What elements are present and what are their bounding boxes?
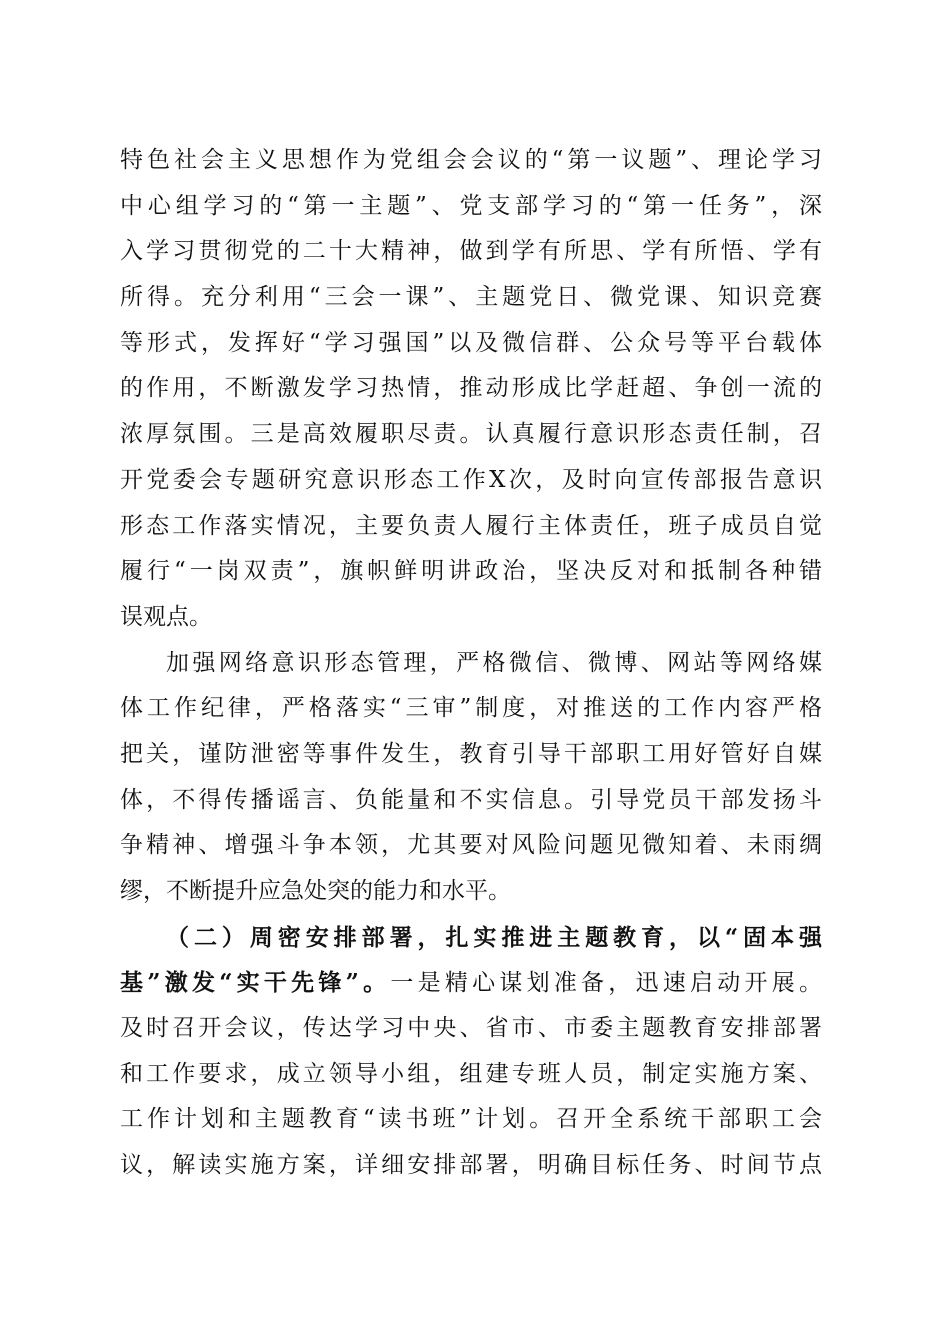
text-line: 把关，谨防泄密等事件发生，教育引导干部职工用好管好自媒 — [120, 740, 822, 767]
text-line: 体工作纪律，严格落实“三审”制度，对推送的工作内容严格 — [120, 695, 822, 722]
text-line: 议，解读实施方案，详细安排部署，明确目标任务、时间节点 — [120, 1152, 822, 1179]
text-line: 开党委会专题研究意识形态工作X次，及时向宣传部报告意识 — [120, 466, 822, 493]
text-line: 等形式，发挥好“学习强国”以及微信群、公众号等平台载体 — [120, 329, 822, 356]
text-line: 体，不得传播谣言、负能量和不实信息。引导党员干部发扬斗 — [120, 786, 822, 813]
text-line: 缪，不断提升应急处突的能力和水平。 — [120, 878, 511, 904]
text-line: 中心组学习的“第一主题”、党支部学习的“第一任务”，深 — [120, 192, 822, 219]
paragraph-theme-education — [120, 915, 822, 1189]
text-line: 和工作要求，成立领导小组，组建专班人员，制定实施方案、 — [120, 1060, 822, 1087]
text-line: 及时召开会议，传达学习中央、省市、市委主题教育安排部署 — [120, 1015, 822, 1042]
paragraph-ideology-study — [120, 138, 822, 641]
text-line: 浓厚氛围。三是高效履职尽责。认真履行意识形态责任制，召 — [120, 421, 822, 448]
paragraph-network-management — [120, 641, 822, 915]
text-line: 所得。充分利用“三会一课”、主题党日、微党课、知识竞赛 — [120, 284, 822, 311]
text-line: 加强网络意识形态管理，严格微信、微博、网站等网络媒 — [166, 649, 822, 676]
section-heading-line: （二）周密安排部署，扎实推进主题教育，以“固本强 — [166, 923, 822, 951]
text-line — [120, 960, 822, 1006]
section-heading-tail: 基”激发“实干先锋”。 — [120, 969, 391, 997]
document-body — [120, 138, 822, 1189]
text-line: 误观点。 — [120, 603, 212, 630]
text-line: 的作用，不断激发学习热情，推动形成比学赶超、争创一流的 — [120, 375, 822, 402]
text-line: 入学习贯彻党的二十大精神，做到学有所思、学有所悟、学有 — [120, 238, 822, 265]
text-line: 工作计划和主题教育“读书班”计划。召开全系统干部职工会 — [120, 1106, 822, 1133]
text-line: 形态工作落实情况，主要负责人履行主体责任，班子成员自觉 — [120, 512, 822, 539]
text-run: 一是精心谋划准备，迅速启动开展。 — [390, 970, 822, 997]
text-line: 争精神、增强斗争本领，尤其要对风险问题见微知着、未雨绸 — [120, 832, 822, 859]
text-line: 履行“一岗双责”，旗帜鲜明讲政治，坚决反对和抵制各种错 — [120, 558, 822, 585]
text-line: 特色社会主义思想作为党组会会议的“第一议题”、理论学习 — [120, 147, 822, 173]
